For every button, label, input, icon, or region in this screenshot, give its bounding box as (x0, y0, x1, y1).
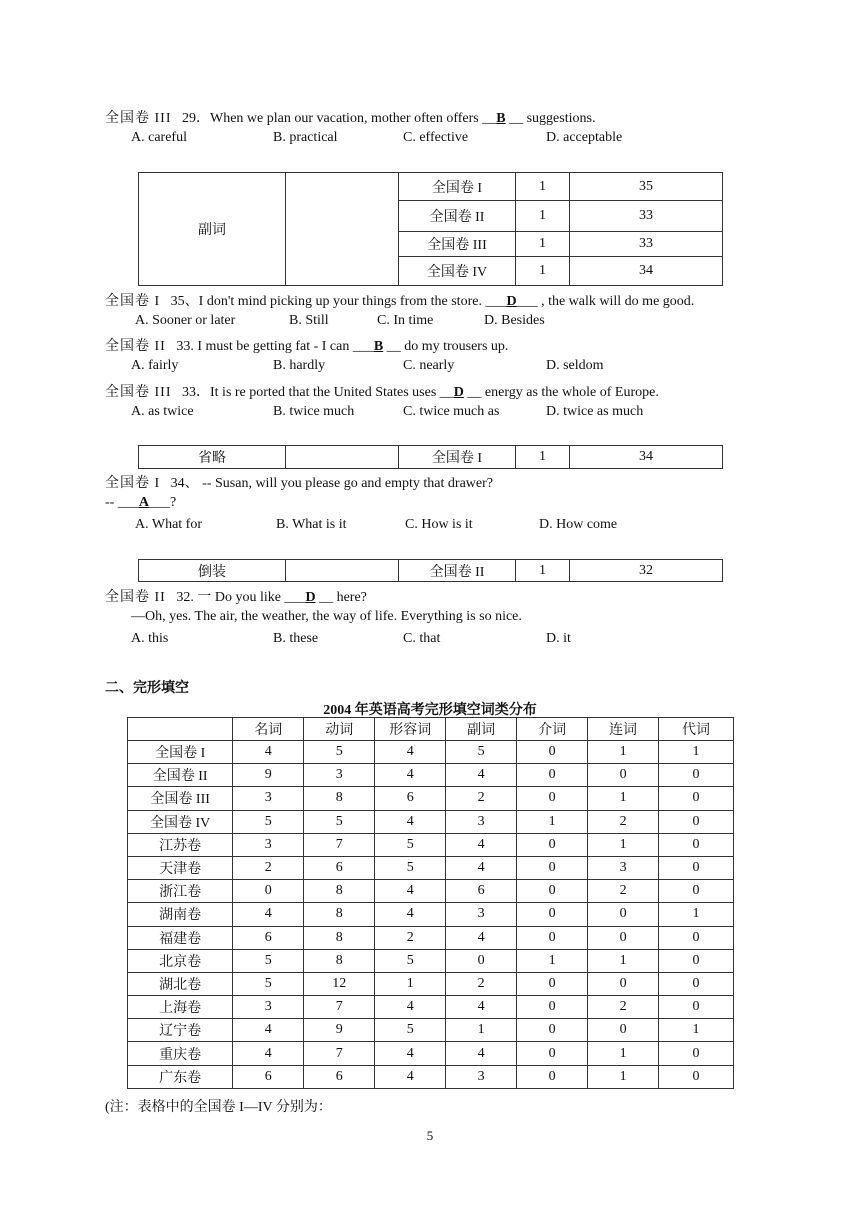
header-cell: 形容词 (375, 718, 446, 741)
option: B. these (273, 631, 319, 646)
empty-cell (286, 173, 399, 286)
question-text: 29．When we plan our vacation, mother often offers __ (182, 111, 497, 126)
count-cell: 8 (304, 926, 375, 949)
paper-name-cell: 重庆卷 (128, 1042, 233, 1065)
count-cell: 7 (304, 833, 375, 856)
count-cell: 0 (517, 996, 588, 1019)
count-cell: 2 (588, 810, 659, 833)
table-row (128, 764, 734, 787)
count-cell: 1 (588, 741, 659, 764)
count-cell: 0 (517, 903, 588, 926)
count-cell: 6 (304, 1065, 375, 1088)
number-cell: 34 (570, 257, 723, 286)
count-cell: 1 (516, 201, 570, 232)
table-row (128, 926, 734, 949)
answer: B (496, 111, 506, 126)
count-cell: 0 (659, 1042, 734, 1065)
count-cell: 3 (233, 787, 304, 810)
question-text-end: __ do my trousers up. (386, 339, 509, 354)
option: A. What for (135, 517, 202, 532)
count-cell: 5 (233, 810, 304, 833)
count-cell: 5 (375, 833, 446, 856)
option: C. twice much as (403, 404, 500, 419)
table-row (128, 741, 734, 764)
question-i-34-reply (105, 495, 176, 511)
count-cell: 7 (304, 996, 375, 1019)
count-cell: 1 (659, 741, 734, 764)
count-cell: 4 (375, 741, 446, 764)
count-cell: 4 (375, 810, 446, 833)
option: D. twice as much (546, 404, 644, 419)
dialogue-line: —Oh, yes. The air, the weather, the way of life. Everything is so nice. (131, 609, 522, 624)
count-cell: 6 (446, 880, 517, 903)
question-text-end: ___ , the walk will do me good. (516, 294, 695, 309)
count-cell: 0 (517, 1065, 588, 1088)
paper-cell: 全国卷 IV (399, 257, 516, 286)
ellipsis-table (138, 445, 723, 469)
count-cell: 1 (446, 1019, 517, 1042)
count-cell: 4 (446, 856, 517, 879)
count-cell: 5 (233, 949, 304, 972)
count-cell: 0 (659, 787, 734, 810)
count-cell: 2 (588, 996, 659, 1019)
table-row (128, 972, 734, 995)
paper-name-cell: 江苏卷 (128, 833, 233, 856)
count-cell: 12 (304, 972, 375, 995)
reply-text: -- ___ (105, 495, 139, 510)
paper-name-cell: 全国卷 II (128, 764, 233, 787)
count-cell: 5 (375, 856, 446, 879)
table-row (128, 996, 734, 1019)
question-text: 32. 一 Do you like ___ (176, 590, 306, 605)
count-cell: 0 (233, 880, 304, 903)
count-cell: 4 (233, 1019, 304, 1042)
paper-name-cell: 全国卷 III (128, 787, 233, 810)
empty-cell (286, 446, 399, 469)
paper-name-cell: 天津卷 (128, 856, 233, 879)
count-cell: 4 (375, 996, 446, 1019)
count-cell: 1 (659, 1019, 734, 1042)
count-cell: 8 (304, 880, 375, 903)
paper-name-cell: 全国卷 I (128, 741, 233, 764)
paper-label: 全国卷 II (105, 590, 166, 605)
count-cell: 3 (446, 903, 517, 926)
count-cell: 6 (375, 787, 446, 810)
count-cell: 4 (446, 764, 517, 787)
number-cell: 32 (570, 560, 723, 582)
option: A. this (131, 631, 169, 646)
count-cell: 3 (446, 810, 517, 833)
count-cell: 0 (588, 926, 659, 949)
count-cell: 9 (233, 764, 304, 787)
question-text-end: __ energy as the whole of Europe. (467, 385, 659, 400)
count-cell: 0 (659, 764, 734, 787)
question-text: 35、I don't mind picking up your things from the store. ___ (170, 294, 507, 309)
count-cell: 0 (659, 833, 734, 856)
table-row (128, 880, 734, 903)
table-row (128, 903, 734, 926)
table-row (128, 787, 734, 810)
count-cell: 0 (659, 810, 734, 833)
option: C. that (403, 631, 441, 646)
paper-name-cell: 北京卷 (128, 949, 233, 972)
table-row (128, 1065, 734, 1088)
paper-name-cell: 广东卷 (128, 1065, 233, 1088)
count-cell: 1 (516, 446, 570, 469)
count-cell: 8 (304, 787, 375, 810)
question-i-35 (105, 290, 694, 310)
question-iii-29 (105, 107, 595, 127)
answer: B (373, 339, 384, 354)
question-text: 34、 -- Susan, will you please go and empty that drawer? (170, 476, 493, 491)
header-cell: 动词 (304, 718, 375, 741)
count-cell: 0 (517, 764, 588, 787)
count-cell: 1 (517, 810, 588, 833)
count-cell: 3 (588, 856, 659, 879)
count-cell: 0 (659, 856, 734, 879)
paper-cell: 全国卷 II (399, 201, 516, 232)
option: B. hardly (273, 358, 326, 373)
count-cell: 0 (659, 949, 734, 972)
header-cell: 副词 (446, 718, 517, 741)
option: D. Besides (484, 313, 545, 328)
option: D. acceptable (546, 130, 623, 145)
option: A. Sooner or later (135, 313, 236, 328)
count-cell: 3 (304, 764, 375, 787)
count-cell: 0 (659, 972, 734, 995)
count-cell: 0 (588, 972, 659, 995)
count-cell: 1 (516, 232, 570, 257)
count-cell: 0 (588, 1019, 659, 1042)
table-row (128, 810, 734, 833)
paper-name-cell: 辽宁卷 (128, 1019, 233, 1042)
count-cell: 3 (233, 833, 304, 856)
count-cell: 4 (233, 1042, 304, 1065)
count-cell: 2 (446, 972, 517, 995)
question-i-34 (105, 472, 493, 492)
question-iii-33 (105, 381, 659, 401)
option: D. How come (539, 517, 618, 532)
count-cell: 7 (304, 1042, 375, 1065)
count-cell: 1 (517, 949, 588, 972)
section-heading: 二、完形填空 (105, 681, 189, 696)
question-text: 33．It is re ported that the United States uses __ (182, 385, 454, 400)
count-cell: 0 (517, 926, 588, 949)
count-cell: 1 (375, 972, 446, 995)
option: C. effective (403, 130, 469, 145)
count-cell: 4 (446, 926, 517, 949)
count-cell: 1 (516, 173, 570, 201)
count-cell: 0 (588, 903, 659, 926)
question-text-end: __ suggestions. (509, 111, 596, 126)
count-cell: 9 (304, 1019, 375, 1042)
answer: A (138, 495, 149, 510)
count-cell: 1 (659, 903, 734, 926)
count-cell: 5 (304, 741, 375, 764)
question-text-end: __ here? (319, 590, 367, 605)
count-cell: 6 (233, 926, 304, 949)
count-cell: 4 (233, 903, 304, 926)
option: D. it (546, 631, 571, 646)
number-cell: 35 (570, 173, 723, 201)
inversion-table (138, 559, 723, 582)
empty-cell (286, 560, 399, 582)
count-cell: 3 (233, 996, 304, 1019)
table-title: 2004 年英语高考完形填空词类分布 (323, 703, 537, 718)
table-row (128, 856, 734, 879)
option: B. Still (289, 313, 329, 328)
count-cell: 0 (517, 787, 588, 810)
header-cell: 介词 (517, 718, 588, 741)
table-row (128, 833, 734, 856)
header-cell: 名词 (233, 718, 304, 741)
count-cell: 4 (233, 741, 304, 764)
count-cell: 2 (233, 856, 304, 879)
question-text: 33. I must be getting fat - I can ___ (176, 339, 374, 354)
count-cell: 5 (304, 810, 375, 833)
table-row (128, 949, 734, 972)
count-cell: 0 (517, 972, 588, 995)
count-cell: 0 (659, 926, 734, 949)
category-cell: 倒装 (139, 560, 286, 582)
count-cell: 0 (588, 764, 659, 787)
number-cell: 33 (570, 232, 723, 257)
count-cell: 1 (516, 560, 570, 582)
count-cell: 2 (588, 880, 659, 903)
question-ii-32 (105, 586, 367, 606)
count-cell: 0 (517, 1042, 588, 1065)
count-cell: 5 (446, 741, 517, 764)
paper-label: 全国卷 III (105, 111, 172, 126)
count-cell: 0 (517, 833, 588, 856)
paper-label: 全国卷 I (105, 476, 161, 491)
paper-name-cell: 福建卷 (128, 926, 233, 949)
count-cell: 0 (659, 880, 734, 903)
option: A. fairly (131, 358, 179, 373)
header-cell: 连词 (588, 718, 659, 741)
header-cell: 代词 (659, 718, 734, 741)
answer: D (453, 385, 464, 400)
count-cell: 0 (659, 1065, 734, 1088)
count-cell: 1 (588, 787, 659, 810)
paper-label: 全国卷 III (105, 385, 172, 400)
question-ii-33 (105, 335, 508, 355)
paper-cell: 全国卷 I (399, 173, 516, 201)
count-cell: 1 (588, 1065, 659, 1088)
paper-name-cell: 湖南卷 (128, 903, 233, 926)
count-cell: 3 (446, 1065, 517, 1088)
option: C. nearly (403, 358, 455, 373)
count-cell: 5 (375, 1019, 446, 1042)
paper-cell: 全国卷 I (399, 446, 516, 469)
header-cell (128, 718, 233, 741)
count-cell: 0 (517, 741, 588, 764)
number-cell: 34 (570, 446, 723, 469)
count-cell: 4 (446, 1042, 517, 1065)
count-cell: 4 (375, 880, 446, 903)
count-cell: 1 (588, 949, 659, 972)
option: B. What is it (276, 517, 347, 532)
page-number: 5 (426, 1128, 434, 1143)
paper-name-cell: 湖北卷 (128, 972, 233, 995)
count-cell: 4 (375, 903, 446, 926)
option: B. twice much (273, 404, 355, 419)
header-row (128, 718, 734, 741)
count-cell: 6 (233, 1065, 304, 1088)
count-cell: 8 (304, 949, 375, 972)
count-cell: 6 (304, 856, 375, 879)
count-cell: 4 (446, 833, 517, 856)
count-cell: 0 (517, 856, 588, 879)
answer: D (506, 294, 517, 309)
count-cell: 0 (659, 996, 734, 1019)
paper-name-cell: 全国卷 IV (128, 810, 233, 833)
count-cell: 5 (233, 972, 304, 995)
option: B. practical (273, 130, 338, 145)
table-note: (注：表格中的全国卷 I—IV 分别为： (105, 1100, 332, 1115)
option: C. How is it (405, 517, 473, 532)
count-cell: 5 (375, 949, 446, 972)
table-row (128, 1019, 734, 1042)
paper-name-cell: 浙江卷 (128, 880, 233, 903)
count-cell: 4 (375, 1065, 446, 1088)
table-row (128, 1042, 734, 1065)
count-cell: 1 (588, 833, 659, 856)
paper-label: 全国卷 I (105, 294, 161, 309)
count-cell: 0 (446, 949, 517, 972)
count-cell: 1 (588, 1042, 659, 1065)
cloze-distribution-table (127, 717, 734, 1089)
reply-text-end: ___? (148, 495, 177, 510)
count-cell: 2 (446, 787, 517, 810)
option: D. seldom (546, 358, 604, 373)
count-cell: 1 (516, 257, 570, 286)
category-cell: 省略 (139, 446, 286, 469)
count-cell: 0 (517, 1019, 588, 1042)
answer: D (305, 590, 316, 605)
count-cell: 4 (446, 996, 517, 1019)
adverb-table (138, 172, 723, 286)
count-cell: 8 (304, 903, 375, 926)
paper-cell: 全国卷 III (399, 232, 516, 257)
count-cell: 2 (375, 926, 446, 949)
option: C. In time (377, 313, 434, 328)
count-cell: 0 (517, 880, 588, 903)
option: A. careful (131, 130, 187, 145)
count-cell: 4 (375, 1042, 446, 1065)
option: A. as twice (131, 404, 194, 419)
category-cell: 副词 (139, 173, 286, 286)
number-cell: 33 (570, 201, 723, 232)
paper-label: 全国卷 II (105, 339, 166, 354)
paper-name-cell: 上海卷 (128, 996, 233, 1019)
count-cell: 4 (375, 764, 446, 787)
paper-cell: 全国卷 II (399, 560, 516, 582)
